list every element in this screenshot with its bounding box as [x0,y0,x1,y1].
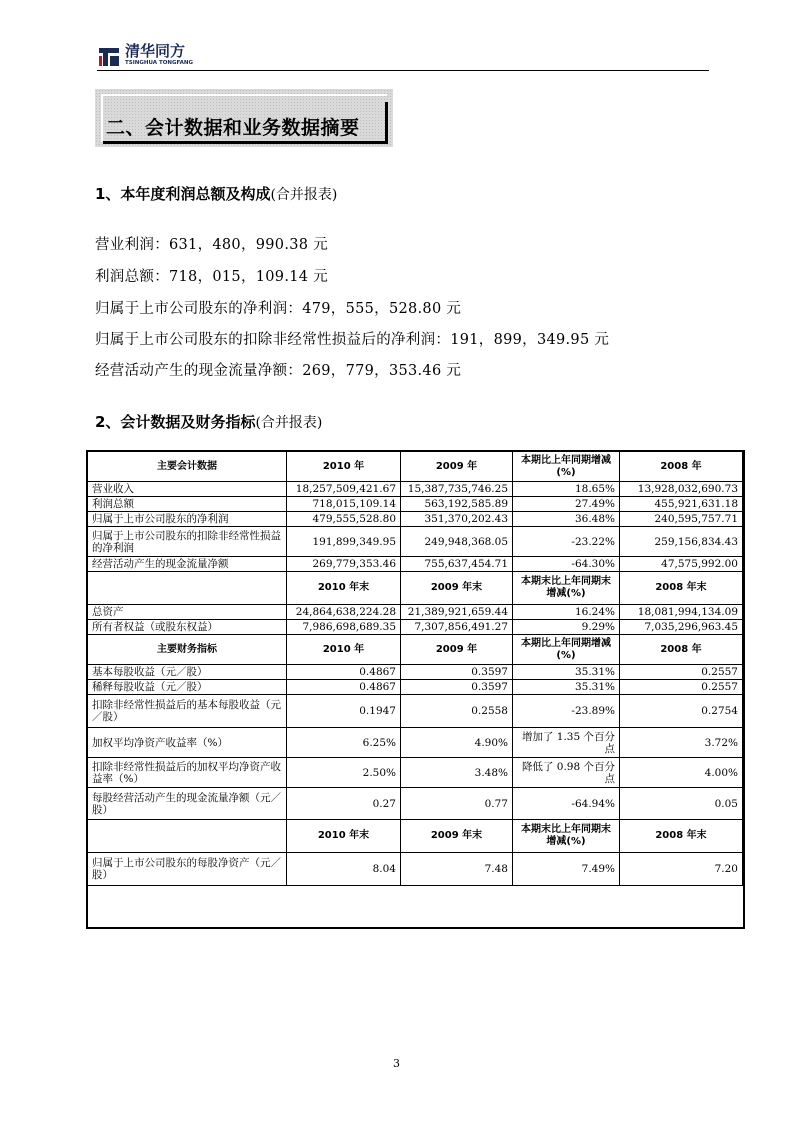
cell-value: 35.31% [513,680,620,695]
cell-value: 479,555,528.80 [287,512,401,527]
header-cell: 2009 年末 [401,572,513,605]
cell-value: 0.2557 [620,665,743,680]
profit-line: 归属于上市公司股东的净利润：479，555，528.80 元 [95,301,462,317]
cell-value: 351,370,202.43 [401,512,513,527]
cell-value: 0.2754 [620,695,743,728]
cell-value: 9.29% [513,620,620,635]
cell-value: 7,986,698,689.35 [287,620,401,635]
header-cell: 2008 年末 [620,572,743,605]
row-label: 经营活动产生的现金流量净额 [88,557,287,572]
table-row [88,512,743,527]
header-cell: 本期末比上年同期末增减(%) [513,820,620,853]
company-logo [97,44,193,70]
header-cell: 2010 年末 [287,572,401,605]
cell-value: 0.05 [620,788,743,820]
header-cell: 2010 年末 [287,820,401,853]
header-cell: 主要财务指标 [88,635,287,665]
row-label: 总资产 [88,605,287,620]
cell-value: 0.27 [287,788,401,820]
table-row [88,853,743,886]
header-cell: 本期末比上年同期末增减(%) [513,572,620,605]
table-row [88,788,743,820]
header-cell: 主要会计数据 [88,452,287,482]
cell-value: 21,389,921,659.44 [401,605,513,620]
logo-english-name: TSINGHUA TONGFANG [125,60,193,66]
cell-value: -64.30% [513,557,620,572]
cell-value: 15,387,735,746.25 [401,482,513,497]
cell-value: 7,035,296,963.45 [620,620,743,635]
cell-value: 36.48% [513,512,620,527]
cell-value: 0.4867 [287,680,401,695]
cell-value: 3.48% [401,758,513,788]
cell-value: 718,015,109.14 [287,497,401,512]
section-title: 二、会计数据和业务数据摘要 [106,117,360,139]
row-label: 扣除非经常性损益后的加权平均净资产收益率（%） [88,758,287,788]
cell-value: 7.20 [620,853,743,886]
header-cell: 2009 年末 [401,820,513,853]
cell-value: 0.1947 [287,695,401,728]
table-row [88,557,743,572]
accounting-heading-text: 2、会计数据及财务指标 [95,413,256,431]
tongfang-logo-icon [97,44,121,68]
cell-value: 240,595,757.71 [620,512,743,527]
cell-value: 0.4867 [287,665,401,680]
page-number: 3 [393,1057,400,1070]
cell-value: 35.31% [513,665,620,680]
row-label: 归属于上市公司股东的每股净资产（元／股） [88,853,287,886]
cell-value: 18,257,509,421.67 [287,482,401,497]
cell-value: 0.3597 [401,665,513,680]
cell-value: 7.49% [513,853,620,886]
cell-value: 4.90% [401,728,513,758]
cell-value: 269,779,353.46 [287,557,401,572]
cell-value: -23.22% [513,527,620,557]
row-label: 基本每股收益（元／股） [88,665,287,680]
header-cell: 本期比上年同期增减(%) [513,452,620,482]
header-cell: 2008 年 [620,452,743,482]
table-header-row [88,820,743,853]
row-label: 所有者权益（或股东权益） [88,620,287,635]
cell-value: 13,928,032,690.73 [620,482,743,497]
table-header-row [88,572,743,605]
row-label: 扣除非经常性损益后的基本每股收益（元／股） [88,695,287,728]
cell-value: -64.94% [513,788,620,820]
header-cell [88,820,287,853]
cell-value: 8.04 [287,853,401,886]
header-cell: 2008 年 [620,635,743,665]
row-label: 归属于上市公司股东的净利润 [88,512,287,527]
accounting-heading [95,411,322,432]
table-row [88,482,743,497]
row-label: 利润总额 [88,497,287,512]
cell-value: 7.48 [401,853,513,886]
header-divider [97,70,709,71]
cell-value: 0.3597 [401,680,513,695]
header-cell: 2010 年 [287,635,401,665]
row-label: 稀释每股收益（元／股） [88,680,287,695]
cell-value: 24,864,638,224.28 [287,605,401,620]
table-row [88,680,743,695]
cell-value: 455,921,631.18 [620,497,743,512]
table-header-row [88,635,743,665]
logo-chinese-name: 清华同方 [125,42,186,60]
profit-line: 营业利润：631，480，990.38 元 [95,237,328,253]
cell-value: 27.49% [513,497,620,512]
cell-value: 47,575,992.00 [620,557,743,572]
row-label: 营业收入 [88,482,287,497]
row-label: 加权平均净资产收益率（%） [88,728,287,758]
header-cell: 2008 年末 [620,820,743,853]
profit-heading [95,183,337,204]
table-row [88,527,743,557]
cell-value: 18,081,994,134.09 [620,605,743,620]
row-label: 每股经营活动产生的现金流量净额（元／股） [88,788,287,820]
profit-line: 经营活动产生的现金流量净额：269，779，353.46 元 [95,363,462,379]
cell-value: 0.2557 [620,680,743,695]
profit-line: 利润总额：718，015，109.14 元 [95,269,328,285]
cell-value: 6.25% [287,728,401,758]
table-row [88,497,743,512]
profit-heading-text: 1、本年度利润总额及构成 [95,185,271,203]
cell-value: 降低了 0.98 个百分点 [513,758,620,788]
table-row [88,605,743,620]
profit-heading-note: (合并报表) [270,187,338,203]
header-cell: 本期比上年同期增减(%) [513,635,620,665]
cell-value: 4.00% [620,758,743,788]
cell-value: 7,307,856,491.27 [401,620,513,635]
cell-value: 2.50% [287,758,401,788]
profit-line: 归属于上市公司股东的扣除非经常性损益后的净利润：191，899，349.95 元 [95,332,610,348]
row-label: 归属于上市公司股东的扣除非经常性损益的净利润 [88,527,287,557]
table-row [88,758,743,788]
table-header-row [88,452,743,482]
header-cell: 2010 年 [287,452,401,482]
financial-data-table [87,451,743,886]
cell-value: 增加了 1.35 个百分点 [513,728,620,758]
table-row [88,665,743,680]
header-cell: 2009 年 [401,452,513,482]
cell-value: 3.72% [620,728,743,758]
cell-value: 191,899,349.95 [287,527,401,557]
header-cell: 2009 年 [401,635,513,665]
cell-value: 259,156,834.43 [620,527,743,557]
cell-value: 0.77 [401,788,513,820]
header-cell [88,572,287,605]
accounting-heading-note: (合并报表) [255,415,323,431]
cell-value: 249,948,368.05 [401,527,513,557]
table-row [88,620,743,635]
cell-value: -23.89% [513,695,620,728]
cell-value: 16.24% [513,605,620,620]
table-row [88,695,743,728]
cell-value: 755,637,454.71 [401,557,513,572]
cell-value: 18.65% [513,482,620,497]
cell-value: 563,192,585.89 [401,497,513,512]
cell-value: 0.2558 [401,695,513,728]
table-row [88,728,743,758]
